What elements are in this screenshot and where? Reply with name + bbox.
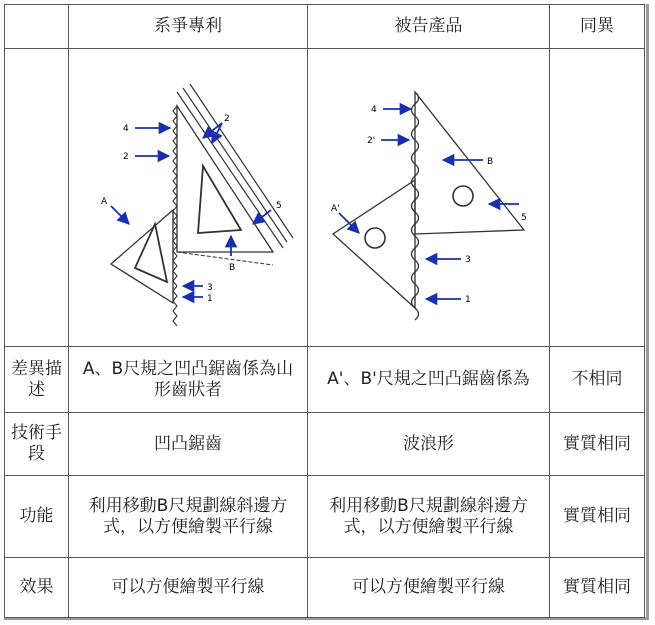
row-label-effect: 效果 <box>5 558 69 618</box>
patent-label-2b: 2 <box>224 113 230 124</box>
product-figure <box>311 58 546 338</box>
patent-label-2: 2 <box>123 151 129 162</box>
cell-product-difference: A'、B'尺規之凹凸鋸齒係為 <box>308 347 550 413</box>
header-product: 被告產品 <box>308 5 550 49</box>
figure-row <box>5 49 645 347</box>
row-function <box>5 476 645 558</box>
row-technique <box>5 413 645 476</box>
patent-label-1: 1 <box>207 293 213 304</box>
cell-patent-difference: A、B尺規之凹凸鋸齒係為山形齒狀者 <box>69 347 308 413</box>
product-label-1: 1 <box>465 294 471 305</box>
row-label-function: 功能 <box>5 476 69 558</box>
patent-figure <box>73 58 303 338</box>
cell-compare-effect: 實質相同 <box>550 558 645 618</box>
product-label-2p: 2' <box>367 135 376 146</box>
product-figure-cell <box>308 49 550 347</box>
cell-patent-function: 利用移動B尺規劃線斜邊方式，以方便繪製平行線 <box>69 476 308 558</box>
cell-patent-technique: 凹凸鋸齒 <box>69 413 308 476</box>
cell-compare-function: 實質相同 <box>550 476 645 558</box>
product-label-ap: A' <box>331 203 340 214</box>
patent-label-4: 4 <box>123 123 129 134</box>
patent-figure-cell <box>69 49 308 347</box>
row-effect <box>5 558 645 618</box>
cell-patent-effect: 可以方便繪製平行線 <box>69 558 308 618</box>
patent-label-5: 5 <box>276 200 282 211</box>
header-compare: 同異 <box>550 5 645 49</box>
figure-row-label <box>5 49 69 347</box>
row-label-difference: 差異描述 <box>5 347 69 413</box>
product-label-3: 3 <box>465 254 471 265</box>
figure-compare-cell <box>550 49 645 347</box>
product-label-4: 4 <box>371 104 377 115</box>
product-label-b: B <box>487 156 494 167</box>
comparison-table <box>4 4 645 618</box>
header-blank <box>5 5 69 49</box>
product-label-5: 5 <box>521 212 527 223</box>
cell-compare-difference: 不相同 <box>550 347 645 413</box>
header-row <box>5 5 645 49</box>
row-difference <box>5 347 645 413</box>
patent-label-3: 3 <box>207 282 213 293</box>
patent-label-b: B <box>229 262 236 273</box>
cell-compare-technique: 實質相同 <box>550 413 645 476</box>
header-patent: 系爭專利 <box>69 5 308 49</box>
row-label-technique: 技術手段 <box>5 413 69 476</box>
patent-label-a: A <box>101 196 108 207</box>
cell-product-technique: 波浪形 <box>308 413 550 476</box>
cell-product-function: 利用移動B尺規劃線斜邊方式，以方便繪製平行線 <box>308 476 550 558</box>
cell-product-effect: 可以方便繪製平行線 <box>308 558 550 618</box>
